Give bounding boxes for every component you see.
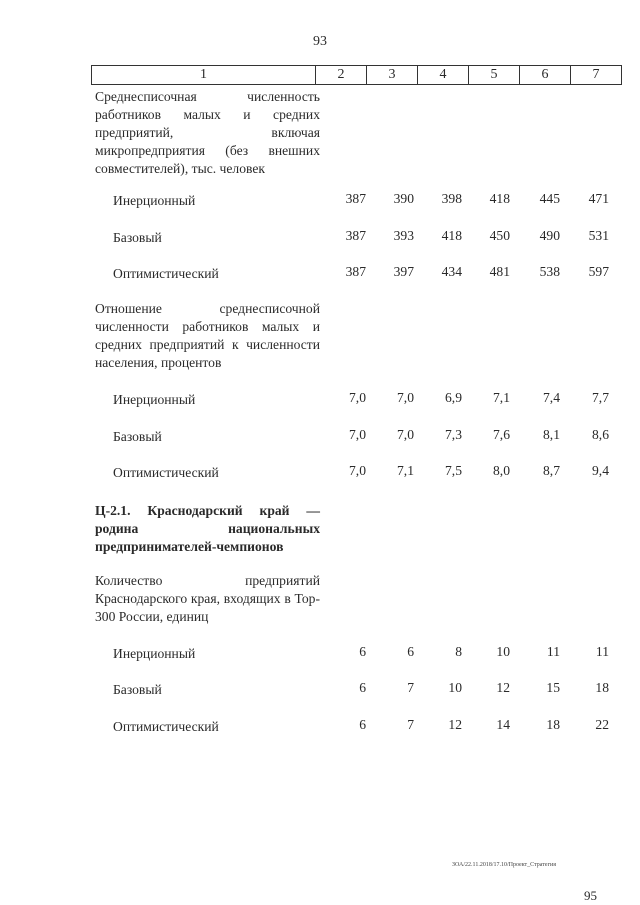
table-cell: 7,6 [493,427,510,442]
table-cell: 9,4 [592,463,609,478]
section-heading: Ц-2.1. Краснодарский край — родина национальных предпринимателей-чемпионов [95,503,320,554]
column-header-7: 7 [571,66,622,85]
table-cell: 15 [546,680,560,695]
table-cell: 7,0 [349,427,366,442]
table-cell: 7,1 [493,390,510,405]
column-header-3: 3 [367,66,418,85]
corner-page-number: 95 [584,888,597,903]
table-cell: 393 [393,228,414,243]
table-cell: 7,7 [592,390,609,405]
section-title: Отношение среднесписочной численности работников малых и средних предприятий к численности населения, процентов [95,301,320,370]
table-cell: 18 [546,717,560,732]
section-title: Среднесписочная численность работников малых и средних предприятий, включая микропредприятия (без внешних совместителей), тыс. человек [95,89,320,176]
row-label: Инерционный [113,646,196,661]
table-cell: 597 [588,264,609,279]
table-cell: 6 [407,644,414,659]
table-cell: 7,1 [397,463,414,478]
table-cell: 12 [448,717,462,732]
table-cell: 418 [441,228,462,243]
table-cell: 11 [595,644,609,659]
table-cell: 8,7 [543,463,560,478]
table-cell: 14 [496,717,510,732]
table-cell: 387 [345,264,366,279]
table-cell: 531 [588,228,609,243]
table-cell: 12 [496,680,510,695]
row-label: Оптимистический [113,266,219,281]
table-cell: 6 [359,717,366,732]
row-label: Оптимистический [113,465,219,480]
table-cell: 7 [407,717,414,732]
row-label: Базовый [113,429,162,444]
table-cell: 10 [496,644,510,659]
section-title: Количество предприятий Краснодарского края, входящих в Top-300 России, единиц [95,573,320,624]
table-cell: 387 [345,228,366,243]
table-cell: 445 [539,191,560,206]
table-cell: 10 [448,680,462,695]
table-cell: 7,0 [349,390,366,405]
table-cell: 11 [546,644,560,659]
row-label: Инерционный [113,193,196,208]
column-header-table [91,65,622,85]
table-cell: 418 [489,191,510,206]
table-cell: 8,1 [543,427,560,442]
table-cell: 7,5 [445,463,462,478]
table-cell: 7 [407,680,414,695]
table-cell: 7,0 [349,463,366,478]
column-header-6: 6 [520,66,571,85]
page-number: 93 [313,34,327,49]
table-cell: 481 [489,264,510,279]
table-cell: 450 [489,228,510,243]
row-label: Базовый [113,230,162,245]
table-cell: 490 [539,228,560,243]
table-cell: 387 [345,191,366,206]
table-cell: 8 [455,644,462,659]
row-label: Инерционный [113,392,196,407]
table-cell: 7,0 [397,390,414,405]
column-header-1: 1 [92,66,316,85]
footer-note: ЗОА/22.11.2018/17.10/Проект_Стратегия [452,862,557,868]
table-cell: 398 [441,191,462,206]
column-header-2: 2 [316,66,367,85]
table-cell: 390 [393,191,414,206]
row-label: Базовый [113,682,162,697]
table-cell: 471 [588,191,609,206]
table-cell: 434 [441,264,462,279]
table-cell: 22 [595,717,609,732]
table-cell: 6 [359,644,366,659]
table-cell: 7,0 [397,427,414,442]
table-cell: 6,9 [445,390,462,405]
table-cell: 8,0 [493,463,510,478]
table-cell: 538 [539,264,560,279]
table-cell: 7,4 [543,390,560,405]
table-cell: 397 [393,264,414,279]
table-cell: 7,3 [445,427,462,442]
table-cell: 8,6 [592,427,609,442]
row-label: Оптимистический [113,719,219,734]
column-header-4: 4 [418,66,469,85]
table-cell: 18 [595,680,609,695]
table-cell: 6 [359,680,366,695]
column-header-5: 5 [469,66,520,85]
